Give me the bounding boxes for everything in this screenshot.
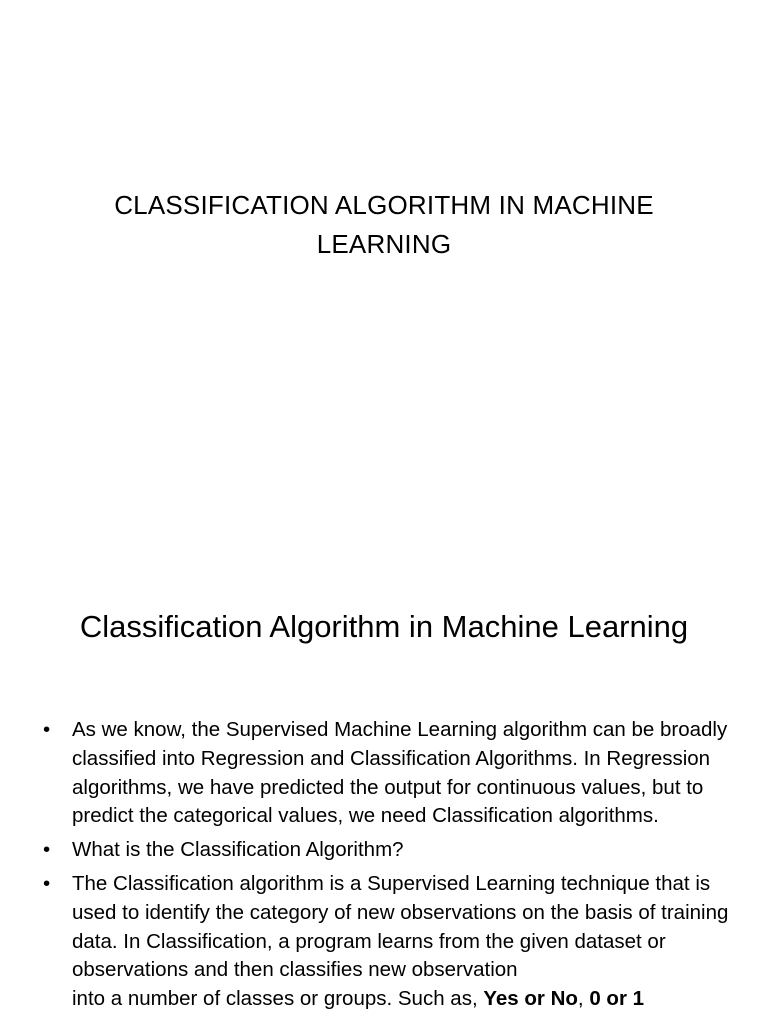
bullet-text: The Classification algorithm is a Supervised Learning technique that is used to identify the category of new observations on the basis of training data. In Classification, a program learns from the given dataset or observations and then classifies new observation (72, 871, 729, 982)
cut-line-bold-1: Yes or No (483, 987, 578, 1011)
slide-heading: Classification Algorithm in Machine Learning (79, 609, 689, 644)
cut-line-sep: , (577, 987, 590, 1011)
bullet-item (40, 870, 730, 1014)
bullet-text: What is the Classification Algorithm? (72, 838, 404, 862)
bullet-item (40, 836, 730, 865)
bullet-text: As we know, the Supervised Machine Learning algorithm can be broadly classified into Regression and Classification Algorithms. In Regression algorithms, we have predicted the output for continuous values, but to predict the categorical values, we need Classification algorithms. (72, 718, 728, 828)
bullet-icon: • (43, 838, 51, 862)
slide-title: CLASSIFICATION ALGORITHM IN MACHINE LEARNING (114, 190, 654, 259)
bullet-item (40, 716, 730, 831)
content-slide (0, 576, 768, 1024)
bullet-list (40, 716, 730, 1019)
cut-line-bold-2: 0 or 1 (589, 987, 645, 1011)
bullet-text-cut-line (72, 987, 644, 1010)
bullet-icon: • (43, 871, 51, 895)
bullet-icon: • (43, 718, 51, 741)
cut-line-text: into a number of classes or groups. Such as, (72, 987, 484, 1011)
